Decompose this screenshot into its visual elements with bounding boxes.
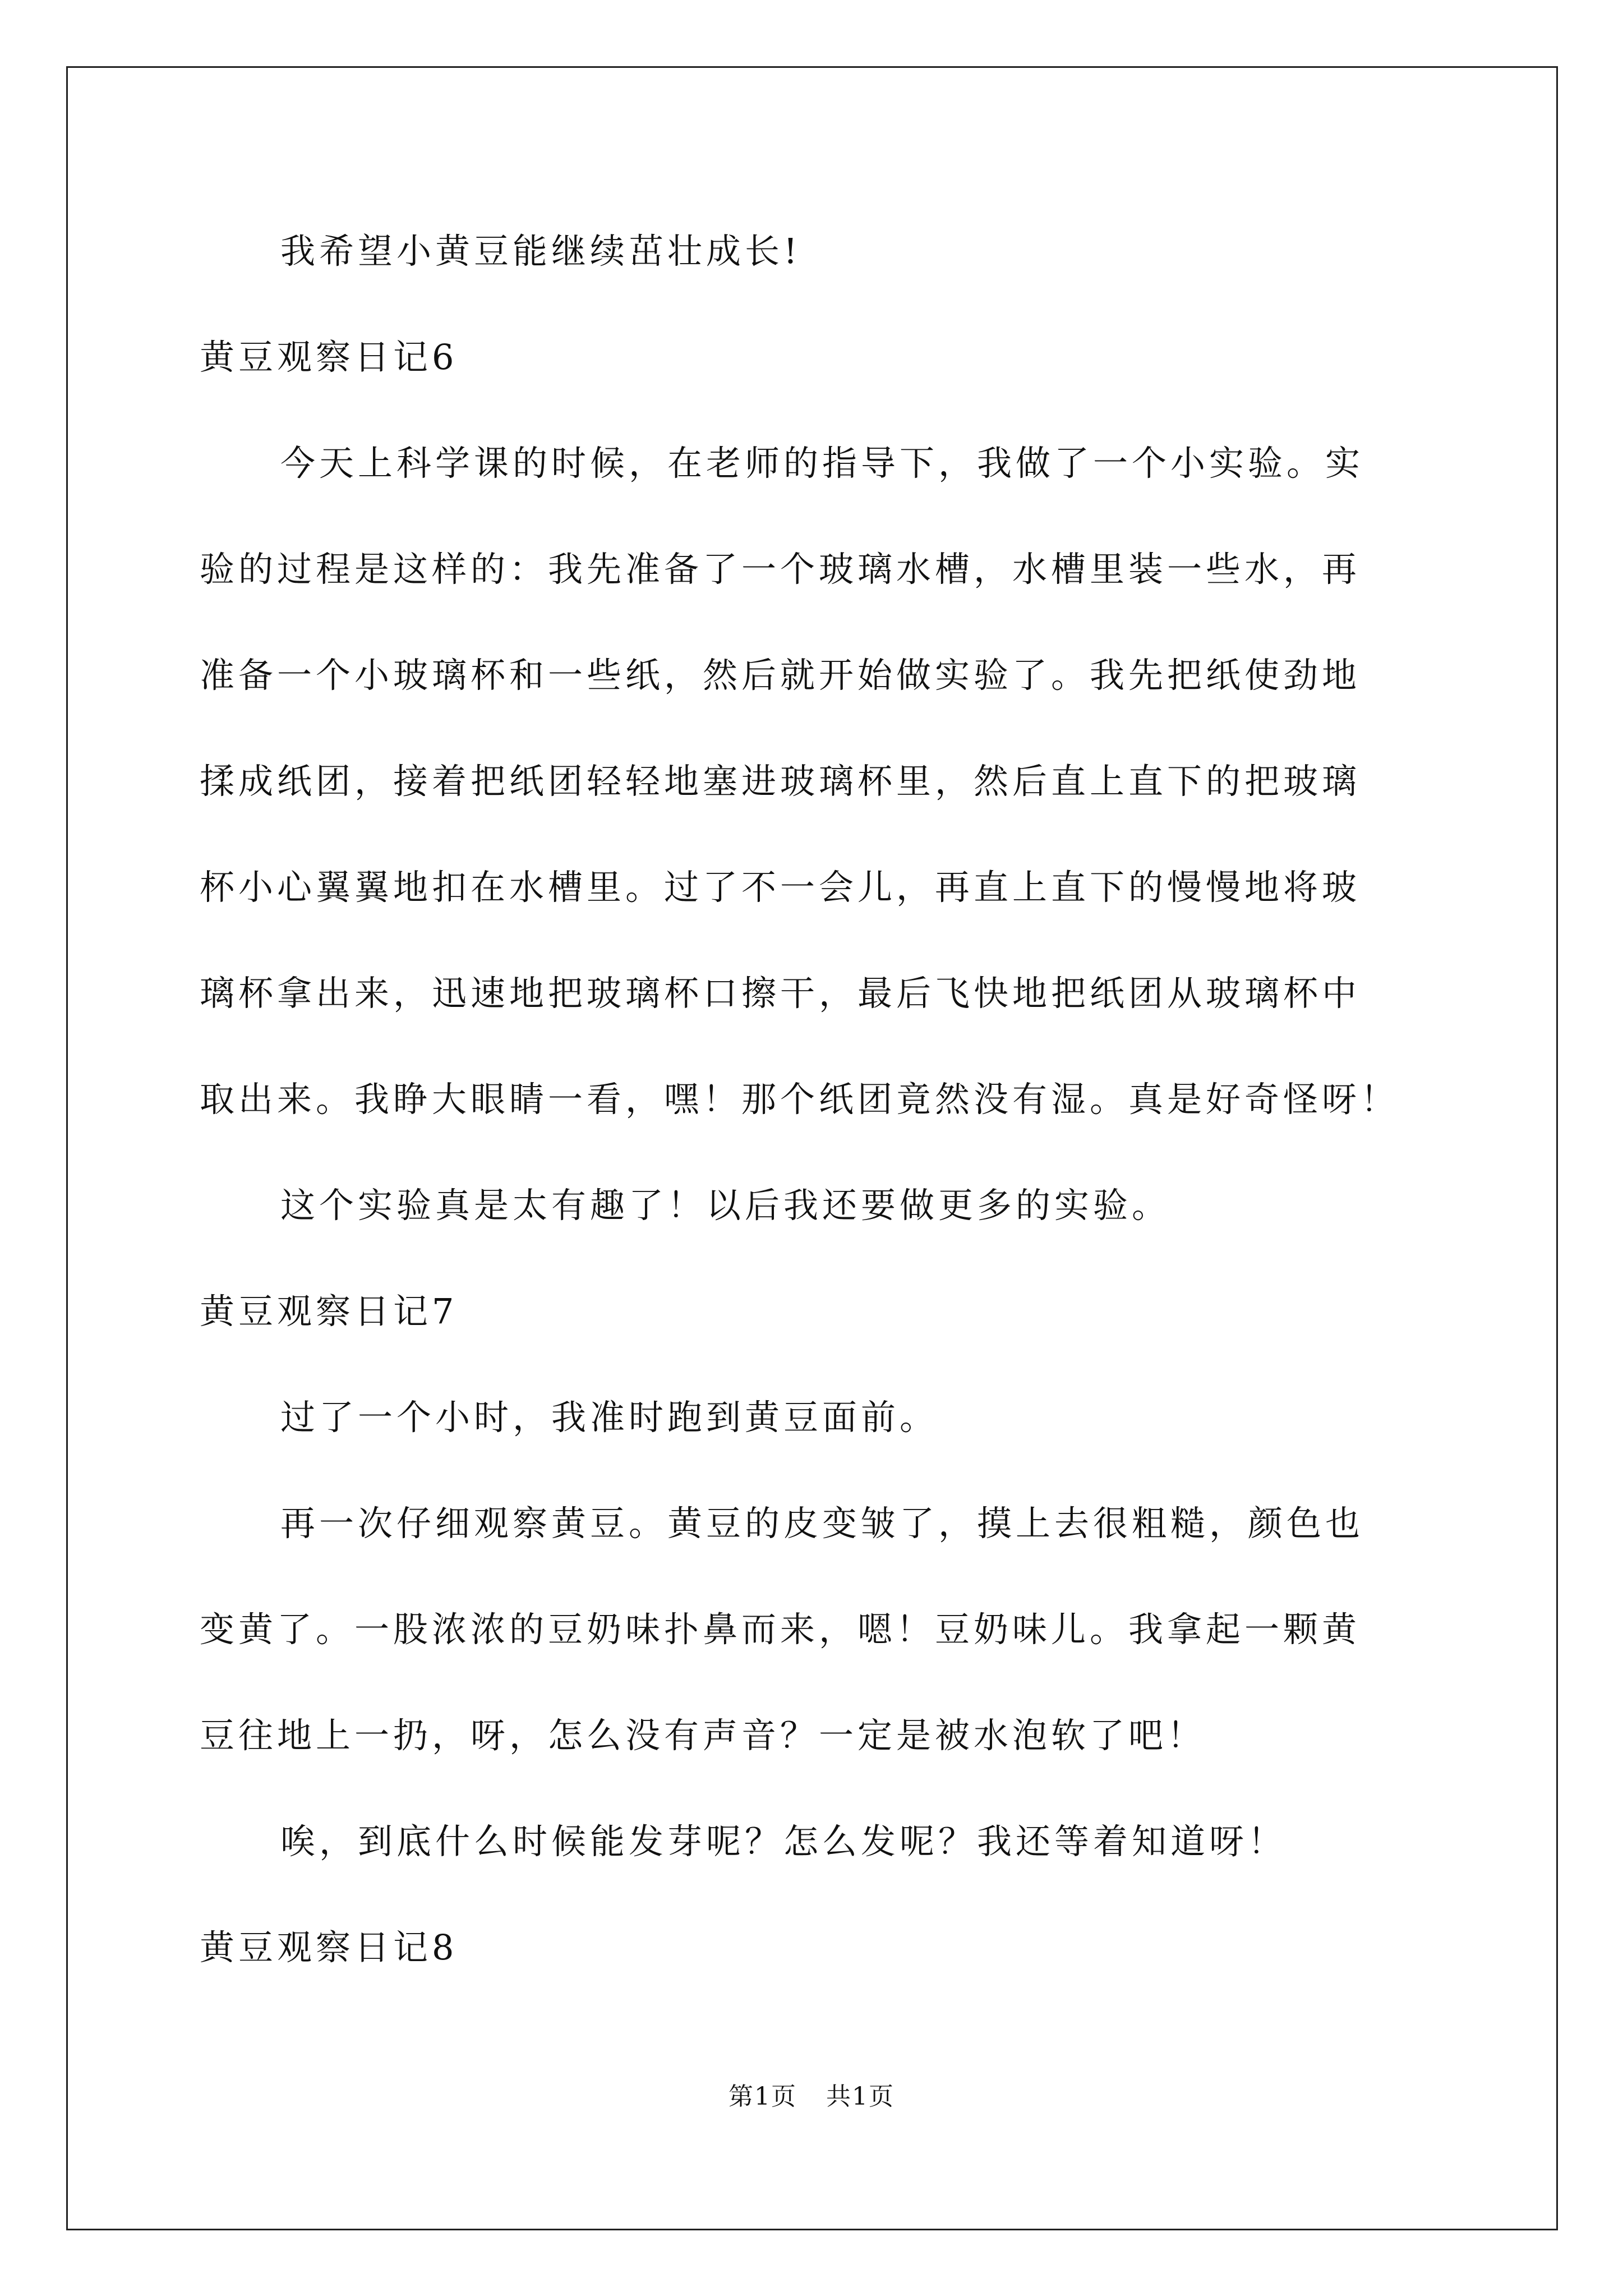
paragraph-line: 杯小心翼翼地扣在水槽里。过了不一会儿，再直上直下的慢慢地将玻 <box>200 867 1361 908</box>
diary-heading: 黄豆观察日记6 <box>200 337 458 378</box>
paragraph-line: 今天上科学课的时候，在老师的指导下，我做了一个小实验。实 <box>280 443 1364 484</box>
page-number: 第1页 <box>728 2082 797 2111</box>
paragraph-line: 我希望小黄豆能继续茁壮成长! <box>280 231 801 272</box>
page-footer <box>0 2080 1623 2114</box>
paragraph-line: 取出来。我睁大眼睛一看，嘿！那个纸团竟然没有湿。真是好奇怪呀！ <box>200 1079 1400 1120</box>
paragraph-line: 豆往地上一扔，呀，怎么没有声音？一定是被水泡软了吧！ <box>200 1715 1206 1756</box>
paragraph-line: 揉成纸团，接着把纸团轻轻地塞进玻璃杯里，然后直上直下的把玻璃 <box>200 761 1361 802</box>
paragraph-line: 准备一个小玻璃杯和一些纸，然后就开始做实验了。我先把纸使劲地 <box>200 655 1361 696</box>
paragraph-line: 再一次仔细观察黄豆。黄豆的皮变皱了，摸上去很粗糙，颜色也 <box>280 1503 1364 1544</box>
page-total: 共1页 <box>826 2082 895 2111</box>
paragraph-line: 变黄了。一股浓浓的豆奶味扑鼻而来，嗯！豆奶味儿。我拿起一颗黄 <box>200 1609 1361 1650</box>
paragraph-line: 璃杯拿出来，迅速地把玻璃杯口擦干，最后飞快地把纸团从玻璃杯中 <box>200 973 1361 1014</box>
diary-heading: 黄豆观察日记8 <box>200 1927 458 1968</box>
page-border <box>66 66 1558 2230</box>
diary-heading: 黄豆观察日记7 <box>200 1291 458 1332</box>
paragraph-line: 验的过程是这样的：我先准备了一个玻璃水槽，水槽里装一些水，再 <box>200 549 1361 590</box>
paragraph-line: 过了一个小时，我准时跑到黄豆面前。 <box>280 1397 939 1438</box>
paragraph-line: 唉，到底什么时候能发芽呢？怎么发呢？我还等着知道呀！ <box>280 1821 1287 1862</box>
paragraph-line: 这个实验真是太有趣了！以后我还要做更多的实验。 <box>280 1185 1171 1226</box>
